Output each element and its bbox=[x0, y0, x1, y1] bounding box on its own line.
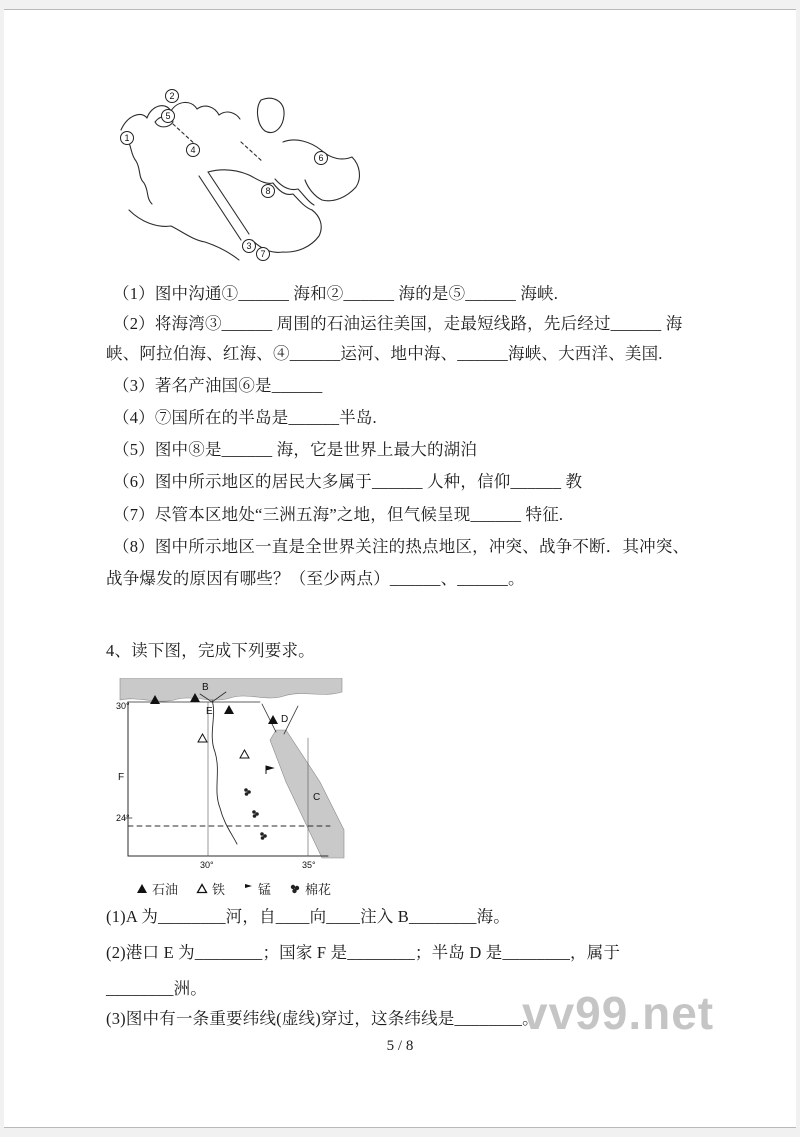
svg-text:5: 5 bbox=[165, 111, 171, 121]
legend-label: 石油 bbox=[152, 882, 179, 897]
iron-symbol bbox=[198, 734, 207, 742]
legend-item-manganese bbox=[243, 879, 271, 898]
cotton-flower-icon bbox=[289, 883, 301, 894]
label-c: C bbox=[313, 792, 321, 803]
question-line: 战争爆发的原因有哪些？（至少两点）______、______。 bbox=[106, 569, 525, 588]
circled-marker-8 bbox=[262, 185, 275, 198]
svg-text:3: 3 bbox=[246, 241, 252, 251]
question-line: （7）尽管本区地处“三洲五海”之地，但气候呈现______ 特征. bbox=[113, 505, 564, 524]
question4-title: 4、读下图，完成下列要求。 bbox=[106, 641, 315, 660]
legend-label: 铁 bbox=[212, 882, 226, 897]
oil-triangle-icon bbox=[136, 883, 148, 894]
svg-text:1: 1 bbox=[124, 133, 130, 143]
legend-item-cotton bbox=[289, 879, 331, 898]
middle-east-map bbox=[115, 84, 370, 269]
latitude-label-30: 30° bbox=[116, 701, 130, 711]
circled-marker-3 bbox=[243, 240, 256, 253]
question-line: （2）将海湾③______ 周围的石油运往美国，走最短线路，先后经过______ 海 bbox=[113, 314, 683, 333]
page-number: 5 / 8 bbox=[386, 1038, 414, 1054]
cotton-symbol bbox=[252, 810, 259, 818]
label-b: B bbox=[202, 682, 209, 693]
svg-text:8: 8 bbox=[265, 186, 271, 196]
question-line: （4）⑦国所在的半岛是______半岛. bbox=[113, 408, 377, 427]
watermark: vv99.net bbox=[522, 987, 715, 1039]
question-line: （1）图中沟通①______ 海和②______ 海的是⑤______ 海峡. bbox=[113, 284, 559, 303]
cotton-symbol bbox=[260, 832, 267, 840]
manganese-flag-icon bbox=[243, 883, 254, 894]
label-d: D bbox=[281, 714, 289, 725]
egypt-map-legend bbox=[136, 879, 331, 898]
svg-text:2: 2 bbox=[169, 91, 175, 101]
egypt-map bbox=[116, 678, 346, 878]
svg-text:4: 4 bbox=[190, 145, 196, 155]
legend-label: 锰 bbox=[258, 882, 272, 897]
manganese-symbol bbox=[266, 766, 273, 774]
circled-marker-4 bbox=[187, 144, 200, 157]
label-e: E bbox=[206, 706, 213, 717]
circled-marker-7 bbox=[257, 248, 270, 261]
svg-text:7: 7 bbox=[260, 249, 266, 259]
cotton-symbol bbox=[244, 788, 251, 796]
resource-symbols bbox=[150, 693, 278, 840]
question-line: (3)图中有一条重要纬线(虚线)穿过，这条纬线是________。 bbox=[106, 1009, 539, 1028]
legend-item-oil bbox=[136, 879, 178, 898]
mediterranean-sea-area bbox=[120, 678, 342, 701]
longitude-label-35: 35° bbox=[302, 860, 316, 870]
label-f: F bbox=[118, 772, 125, 783]
oil-symbol bbox=[224, 705, 234, 714]
question-line: （6）图中所示地区的居民大多属于______ 人种，信仰______ 教 bbox=[113, 472, 583, 491]
question-line: ________洲。 bbox=[106, 979, 207, 998]
question-line: (1)A 为________河，自____向____注入 B________海。 bbox=[106, 907, 510, 926]
legend-item-iron bbox=[196, 879, 225, 898]
question-line: （8）图中所示地区一直是全世界关注的热点地区，冲突、战争不断．其冲突、 bbox=[113, 537, 690, 556]
circled-marker-6 bbox=[315, 152, 328, 165]
middle-east-coastlines bbox=[121, 98, 359, 260]
iron-symbol bbox=[240, 750, 249, 758]
longitude-label-30: 30° bbox=[200, 860, 214, 870]
egypt-map-graticule-labels bbox=[116, 701, 316, 870]
question-line: （3）著名产油国⑥是______ bbox=[113, 376, 323, 395]
question-line: (2)港口 E 为________；国家 F 是________；半岛 D 是________，属于 bbox=[106, 943, 621, 962]
iron-triangle-icon bbox=[196, 883, 208, 894]
circled-marker-5 bbox=[162, 110, 175, 123]
circled-marker-2 bbox=[166, 90, 179, 103]
question-line: 峡、阿拉伯海、红海、④______运河、地中海、______海峡、大西洋、美国. bbox=[106, 344, 663, 363]
latitude-label-24: 24° bbox=[116, 813, 130, 823]
map1-markers bbox=[121, 90, 328, 261]
legend-label: 棉花 bbox=[305, 882, 332, 897]
svg-text:6: 6 bbox=[318, 153, 324, 163]
circled-marker-1 bbox=[121, 132, 134, 145]
red-sea-area bbox=[270, 730, 344, 858]
question-line: （5）图中⑧是______ 海，它是世界上最大的湖泊 bbox=[113, 440, 478, 459]
